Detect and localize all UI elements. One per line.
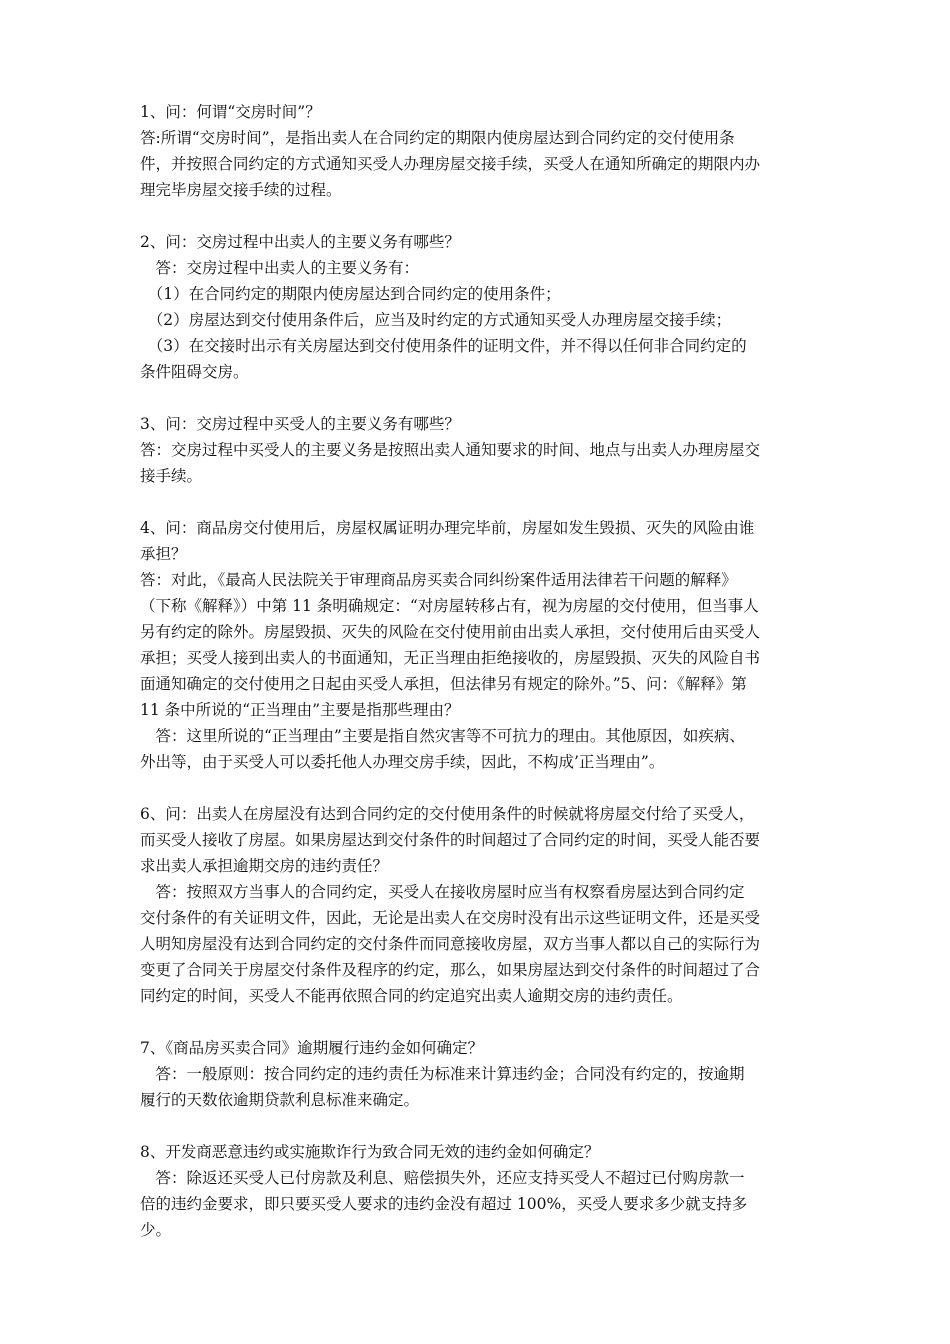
text-line: 2、问：交房过程中出卖人的主要义务有哪些？: [140, 233, 460, 251]
document-body: [140, 99, 826, 1269]
text-line: 8、开发商恶意违约或实施欺诈行为致合同无效的违约金如何确定？: [140, 1143, 600, 1161]
text-line: 答：这里所说的“正当理由”主要是指自然灾害等不可抗力的理由。其他原因，如疾病、: [140, 727, 745, 745]
text-line: 承担；买受人接到出卖人的书面通知，无正当理由拒绝接收的，房屋毁损、灭失的风险自书: [140, 649, 761, 667]
qa-section: [140, 1035, 826, 1113]
text-line: 承担？: [140, 545, 187, 563]
text-line: 倍的违约金要求，即只要买受人要求的违约金没有超过 100%，买受人要求多少就支持多: [140, 1195, 748, 1213]
text-line: 答：按照双方当事人的合同约定，买受人在接收房屋时应当有权察看房屋达到合同约定: [140, 883, 745, 901]
text-line: （3）在交接时出示有关房屋达到交付使用条件的证明文件，并不得以任何非合同约定的: [140, 337, 747, 355]
text-line: 变更了合同关于房屋交付条件及程序的约定，那么，如果房屋达到交付条件的时间超过了合: [140, 961, 761, 979]
text-line: 求出卖人承担逾期交房的违约责任？: [140, 857, 389, 875]
text-line: 交付条件的有关证明文件，因此，无论是出卖人在交房时没有出示这些证明文件，还是买受: [140, 909, 761, 927]
text-line: （2）房屋达到交付使用条件后，应当及时约定的方式通知买受人办理房屋交接手续；: [140, 311, 732, 329]
text-line: 理完毕房屋交接手续的过程。: [140, 181, 342, 199]
text-line: 另有约定的除外。房屋毁损、灭失的风险在交付使用前由出卖人承担，交付使用后由买受人: [140, 623, 761, 641]
qa-section: [140, 515, 826, 775]
text-line: 答:所谓“交房时间”，是指出卖人在合同约定的期限内使房屋达到合同约定的交付使用条: [140, 129, 735, 147]
qa-section: [140, 229, 826, 385]
text-line: 6、问：出卖人在房屋没有达到合同约定的交付使用条件的时候就将房屋交付给了买受人，: [140, 805, 755, 823]
text-line: 4、问：商品房交付使用后，房屋权属证明办理完毕前，房屋如发生毁损、灭失的风险由谁: [140, 519, 755, 537]
text-line: 少。: [140, 1221, 172, 1239]
qa-section: [140, 1139, 826, 1243]
text-line: 答：一般原则：按合同约定的违约责任为标准来计算违约金；合同没有约定的，按逾期: [140, 1065, 745, 1083]
text-line: 人明知房屋没有达到合同约定的交付条件而同意接收房屋，双方当事人都以自己的实际行为: [140, 935, 761, 953]
text-line: 11 条中所说的“正当理由”主要是指那些理由？: [140, 701, 460, 719]
text-line: 7、《商品房买卖合同》逾期履行违约金如何确定？: [140, 1039, 484, 1057]
text-line: 同约定的时间，买受人不能再依照合同的约定追究出卖人逾期交房的违约责任。: [140, 987, 683, 1005]
text-line: 条件阻碍交房。: [140, 363, 249, 381]
text-line: 1、问：何谓“交房时间”？: [140, 103, 321, 121]
qa-section: [140, 411, 826, 489]
text-line: 3、问：交房过程中买受人的主要义务有哪些？: [140, 415, 460, 433]
text-line: 外出等，由于买受人可以委托他人办理交房手续，因此，不构成’正当理由”。: [140, 753, 665, 771]
text-line: 答：交房过程中买受人的主要义务是按照出卖人通知要求的时间、地点与出卖人办理房屋交: [140, 441, 761, 459]
text-line: 面通知确定的交付使用之日起由买受人承担，但法律另有规定的除外。”5、问：《解释》第: [140, 675, 747, 693]
text-line: 答：对此，《最高人民法院关于审理商品房买卖合同纠纷案件适用法律若干问题的解释》: [140, 571, 737, 589]
text-line: 而买受人接收了房屋。如果房屋达到交付条件的时间超过了合同约定的时间，买受人能否要: [140, 831, 761, 849]
text-line: 接手续。: [140, 467, 203, 485]
text-line: 答：除返还买受人已付房款及利息、赔偿损失外，还应支持买受人不超过已付购房款一: [140, 1169, 745, 1187]
text-line: 答：交房过程中出卖人的主要义务有：: [140, 259, 420, 277]
text-line: 件，并按照合同约定的方式通知买受人办理房屋交接手续，买受人在通知所确定的期限内办: [140, 155, 761, 173]
qa-section: [140, 801, 826, 1009]
text-line: （1）在合同约定的期限内使房屋达到合同约定的使用条件；: [140, 285, 561, 303]
text-line: （下称《解释》）中第 11 条明确规定：“对房屋转移占有，视为房屋的交付使用，但当事人: [140, 597, 759, 615]
text-line: 履行的天数依逾期贷款利息标准来确定。: [140, 1091, 420, 1109]
qa-section: [140, 99, 826, 203]
